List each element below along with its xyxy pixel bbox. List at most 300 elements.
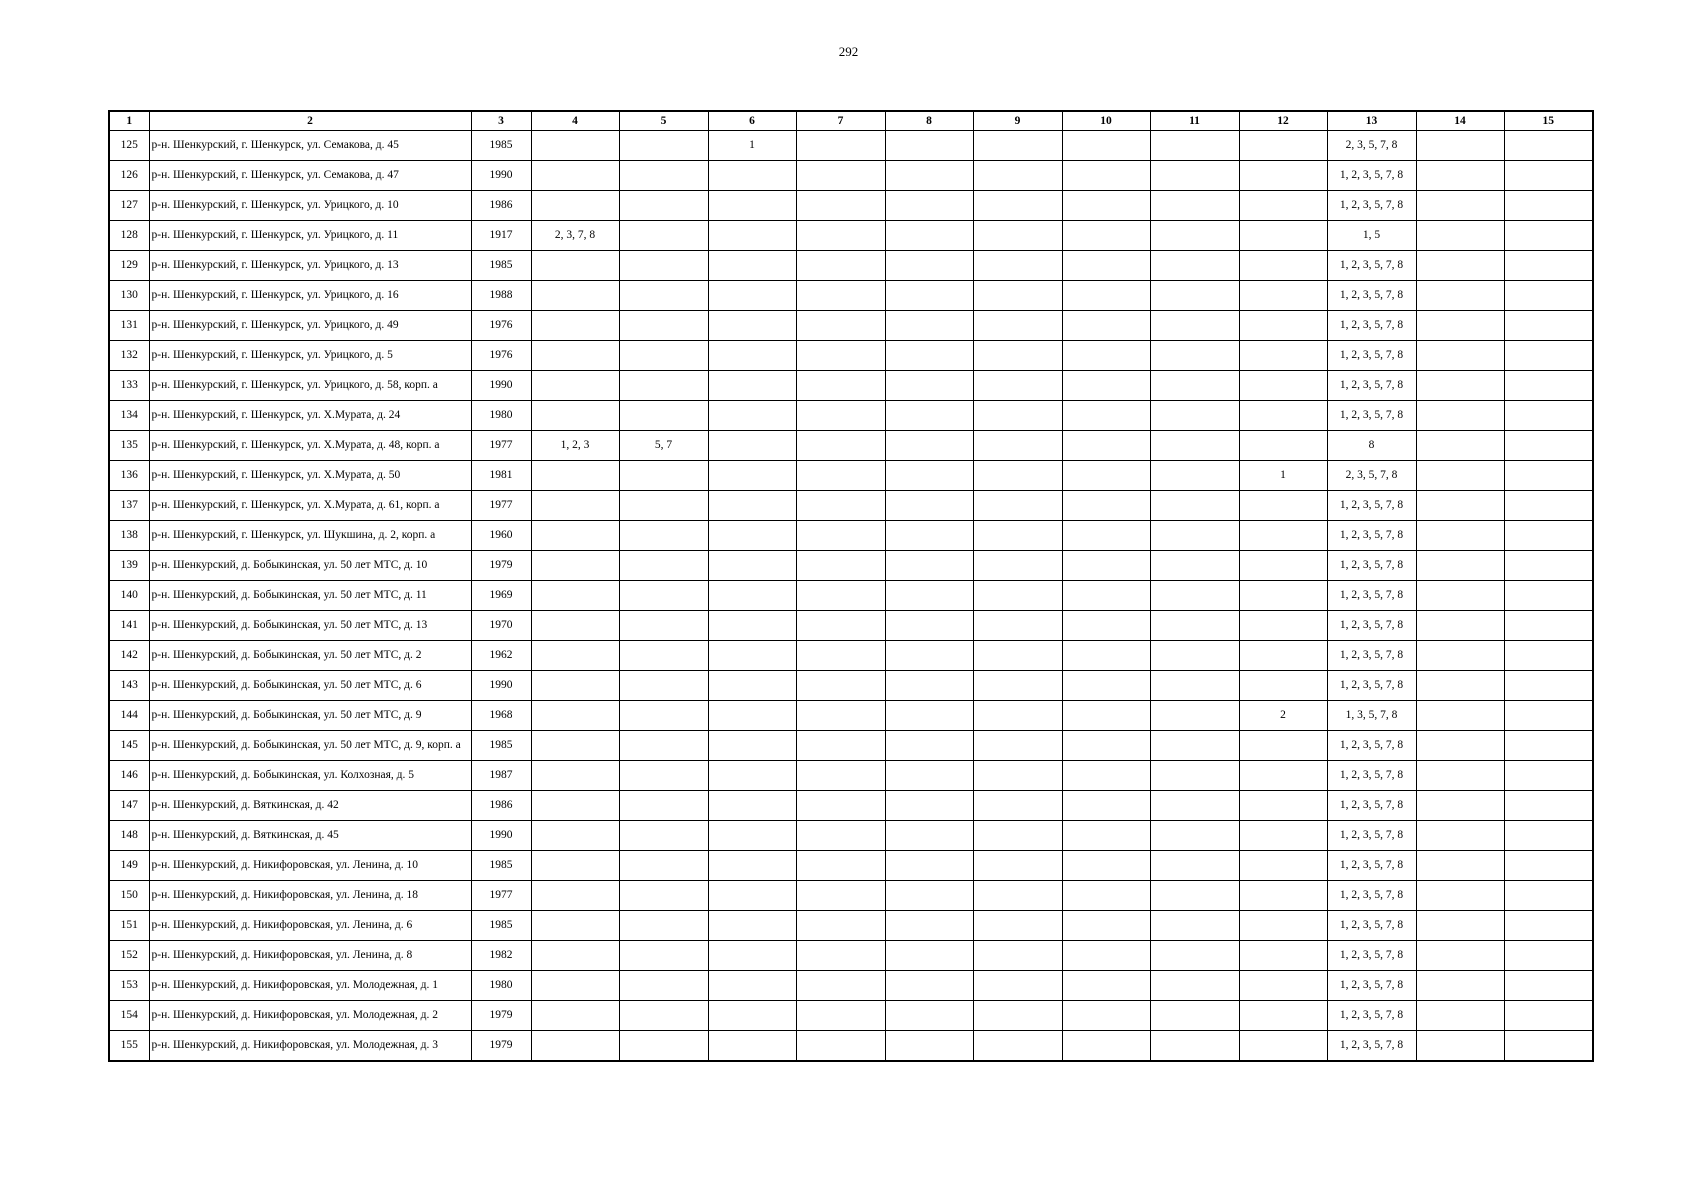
table-cell	[796, 581, 885, 611]
table-cell	[1416, 401, 1504, 431]
table-cell	[1062, 131, 1150, 161]
table-cell	[1150, 251, 1239, 281]
table-cell	[1062, 491, 1150, 521]
table-cell	[531, 671, 619, 701]
table-cell	[1416, 1031, 1504, 1062]
table-cell	[619, 401, 708, 431]
table-cell	[619, 341, 708, 371]
table-cell: 141	[109, 611, 149, 641]
table-cell	[1062, 1001, 1150, 1031]
table-cell	[1504, 851, 1593, 881]
table-cell	[973, 161, 1062, 191]
table-row	[109, 551, 1593, 581]
table-cell	[531, 521, 619, 551]
table-cell	[708, 311, 796, 341]
table-cell: 1, 2, 3, 5, 7, 8	[1327, 401, 1416, 431]
table-cell: 1, 2, 3, 5, 7, 8	[1327, 671, 1416, 701]
table-cell	[973, 911, 1062, 941]
table-cell	[619, 581, 708, 611]
table-cell	[973, 431, 1062, 461]
table-cell	[1150, 971, 1239, 1001]
table-cell	[1504, 341, 1593, 371]
table-cell: 1, 2, 3, 5, 7, 8	[1327, 881, 1416, 911]
table-cell	[973, 281, 1062, 311]
table-cell	[973, 1001, 1062, 1031]
table-row	[109, 941, 1593, 971]
table-cell: 1, 2, 3, 5, 7, 8	[1327, 191, 1416, 221]
table-cell	[973, 641, 1062, 671]
table-cell	[973, 251, 1062, 281]
table-cell	[531, 611, 619, 641]
table-cell	[973, 611, 1062, 641]
table-cell	[708, 251, 796, 281]
table-cell	[1239, 731, 1327, 761]
table-cell: р-н. Шенкурский, г. Шенкурск, ул. Семакова, д. 47	[149, 161, 471, 191]
table-cell: 1, 2, 3, 5, 7, 8	[1327, 581, 1416, 611]
table-cell	[531, 881, 619, 911]
table-cell: 140	[109, 581, 149, 611]
table-cell: р-н. Шенкурский, г. Шенкурск, ул. Х.Мурата, д. 61, корп. а	[149, 491, 471, 521]
table-cell: 1, 2, 3, 5, 7, 8	[1327, 161, 1416, 191]
table-cell	[1062, 251, 1150, 281]
table-cell	[796, 281, 885, 311]
table-cell: 1, 3, 5, 7, 8	[1327, 701, 1416, 731]
table-cell: 1, 2, 3, 5, 7, 8	[1327, 641, 1416, 671]
table-row	[109, 881, 1593, 911]
table-cell	[796, 761, 885, 791]
table-cell	[708, 281, 796, 311]
table-cell: 1, 2, 3, 5, 7, 8	[1327, 281, 1416, 311]
table-cell: 127	[109, 191, 149, 221]
table-cell	[1150, 161, 1239, 191]
table-cell: 1970	[471, 611, 531, 641]
table-cell	[1239, 341, 1327, 371]
table-row	[109, 281, 1593, 311]
table-cell	[1062, 641, 1150, 671]
table-cell	[1416, 1001, 1504, 1031]
table-cell: 1987	[471, 761, 531, 791]
table-cell	[1062, 161, 1150, 191]
table-cell	[1504, 131, 1593, 161]
table-cell	[619, 731, 708, 761]
table-cell: 1985	[471, 851, 531, 881]
table-cell	[1239, 161, 1327, 191]
table-cell	[1416, 641, 1504, 671]
table-cell	[708, 461, 796, 491]
table-cell	[531, 371, 619, 401]
table-row	[109, 911, 1593, 941]
table-cell	[1062, 311, 1150, 341]
table-row	[109, 821, 1593, 851]
table-cell	[1416, 311, 1504, 341]
table-cell: р-н. Шенкурский, г. Шенкурск, ул. Шукшина, д. 2, корп. а	[149, 521, 471, 551]
table-cell	[885, 491, 973, 521]
table-cell	[885, 851, 973, 881]
table-cell	[619, 641, 708, 671]
table-cell	[1239, 821, 1327, 851]
table-cell: 128	[109, 221, 149, 251]
table-cell: 1, 2, 3, 5, 7, 8	[1327, 371, 1416, 401]
table-cell	[619, 221, 708, 251]
table-cell	[796, 941, 885, 971]
table-cell	[708, 491, 796, 521]
table-cell: 1985	[471, 131, 531, 161]
table-cell	[973, 881, 1062, 911]
table-cell	[796, 1031, 885, 1062]
table-cell	[1504, 581, 1593, 611]
table-cell: р-н. Шенкурский, г. Шенкурск, ул. Х.Мурата, д. 48, корп. а	[149, 431, 471, 461]
table-cell: р-н. Шенкурский, г. Шенкурск, ул. Х.Мурата, д. 24	[149, 401, 471, 431]
table-cell: 1980	[471, 401, 531, 431]
table-row	[109, 761, 1593, 791]
table-cell	[531, 731, 619, 761]
table-cell	[1062, 401, 1150, 431]
table-cell	[796, 701, 885, 731]
table-cell	[1504, 191, 1593, 221]
table-cell: 154	[109, 1001, 149, 1031]
table-cell	[1416, 701, 1504, 731]
table-cell	[1239, 851, 1327, 881]
table-cell: 143	[109, 671, 149, 701]
table-cell	[885, 671, 973, 701]
table-cell	[1504, 551, 1593, 581]
table-cell	[619, 1001, 708, 1031]
table-cell	[531, 281, 619, 311]
table-cell	[973, 461, 1062, 491]
table-cell: 1, 2, 3, 5, 7, 8	[1327, 1001, 1416, 1031]
table-cell: р-н. Шенкурский, д. Никифоровская, ул. Молодежная, д. 2	[149, 1001, 471, 1031]
table-cell: 1981	[471, 461, 531, 491]
table-cell: 139	[109, 551, 149, 581]
table-cell: 144	[109, 701, 149, 731]
table-cell	[619, 461, 708, 491]
data-table	[108, 110, 1594, 1062]
column-header-8: 8	[885, 111, 973, 131]
table-cell: 1969	[471, 581, 531, 611]
table-cell	[885, 971, 973, 1001]
table-cell	[1239, 611, 1327, 641]
table-cell	[885, 131, 973, 161]
table-cell: р-н. Шенкурский, д. Никифоровская, ул. Ленина, д. 18	[149, 881, 471, 911]
table-row	[109, 641, 1593, 671]
table-cell	[885, 1001, 973, 1031]
table-cell	[531, 551, 619, 581]
table-cell	[619, 941, 708, 971]
table-cell: 1990	[471, 161, 531, 191]
table-cell	[973, 851, 1062, 881]
table-row	[109, 251, 1593, 281]
table-cell	[708, 341, 796, 371]
table-cell	[531, 131, 619, 161]
table-cell	[531, 1031, 619, 1062]
table-cell: 136	[109, 461, 149, 491]
table-cell: 149	[109, 851, 149, 881]
table-cell	[708, 641, 796, 671]
table-cell: 1	[708, 131, 796, 161]
column-header-1: 1	[109, 111, 149, 131]
table-cell	[1504, 281, 1593, 311]
table-cell: 129	[109, 251, 149, 281]
table-cell	[885, 431, 973, 461]
table-cell	[973, 371, 1062, 401]
table-cell	[531, 761, 619, 791]
table-cell	[1150, 311, 1239, 341]
table-cell	[1062, 1031, 1150, 1062]
table-cell	[1150, 731, 1239, 761]
table-cell	[1150, 191, 1239, 221]
table-cell	[619, 791, 708, 821]
table-cell: р-н. Шенкурский, д. Бобыкинская, ул. Колхозная, д. 5	[149, 761, 471, 791]
table-cell	[1416, 191, 1504, 221]
table-cell	[796, 671, 885, 701]
table-row	[109, 611, 1593, 641]
table-cell	[531, 251, 619, 281]
table-cell	[619, 551, 708, 581]
table-cell	[973, 221, 1062, 251]
table-cell	[1062, 341, 1150, 371]
table-cell	[708, 941, 796, 971]
table-row	[109, 341, 1593, 371]
table-cell	[1239, 491, 1327, 521]
table-cell: 1962	[471, 641, 531, 671]
table-cell	[1150, 371, 1239, 401]
table-row	[109, 371, 1593, 401]
table-cell: 1985	[471, 911, 531, 941]
table-cell	[1416, 521, 1504, 551]
table-cell: 142	[109, 641, 149, 671]
table-row	[109, 791, 1593, 821]
table-cell	[1062, 371, 1150, 401]
table-cell	[708, 1001, 796, 1031]
table-cell: р-н. Шенкурский, г. Шенкурск, ул. Урицкого, д. 11	[149, 221, 471, 251]
table-row	[109, 851, 1593, 881]
table-cell	[1239, 551, 1327, 581]
table-row	[109, 581, 1593, 611]
table-cell: 8	[1327, 431, 1416, 461]
table-cell	[1239, 1031, 1327, 1062]
table-cell: 1977	[471, 491, 531, 521]
table-cell	[531, 491, 619, 521]
table-body	[109, 131, 1593, 1062]
column-header-14: 14	[1416, 111, 1504, 131]
table-cell	[885, 821, 973, 851]
table-cell	[973, 551, 1062, 581]
table-cell	[1062, 761, 1150, 791]
column-header-2: 2	[149, 111, 471, 131]
table-cell	[973, 791, 1062, 821]
table-cell	[1416, 821, 1504, 851]
table-cell	[796, 1001, 885, 1031]
table-cell: 1977	[471, 881, 531, 911]
table-cell: 1, 2, 3, 5, 7, 8	[1327, 341, 1416, 371]
table-cell	[708, 761, 796, 791]
column-header-4: 4	[531, 111, 619, 131]
table-cell	[1062, 791, 1150, 821]
table-cell	[1416, 551, 1504, 581]
table-cell: 1980	[471, 971, 531, 1001]
table-cell	[619, 1031, 708, 1062]
table-cell: 146	[109, 761, 149, 791]
column-header-9: 9	[973, 111, 1062, 131]
table-cell	[1416, 851, 1504, 881]
table-cell	[1504, 941, 1593, 971]
table-cell: 125	[109, 131, 149, 161]
table-cell	[1150, 911, 1239, 941]
table-cell	[885, 641, 973, 671]
table-cell	[796, 131, 885, 161]
table-cell	[885, 311, 973, 341]
table-cell	[1150, 281, 1239, 311]
table-cell: 1, 2, 3, 5, 7, 8	[1327, 491, 1416, 521]
table-cell	[1504, 221, 1593, 251]
table-cell: 1960	[471, 521, 531, 551]
table-cell	[708, 851, 796, 881]
table-cell	[531, 1001, 619, 1031]
table-cell	[708, 611, 796, 641]
table-cell	[1150, 671, 1239, 701]
table-cell	[708, 401, 796, 431]
table-cell	[885, 581, 973, 611]
table-cell: р-н. Шенкурский, д. Бобыкинская, ул. 50 лет МТС, д. 10	[149, 551, 471, 581]
table-cell	[619, 371, 708, 401]
table-cell	[1504, 491, 1593, 521]
table-cell	[973, 761, 1062, 791]
table-cell	[1150, 131, 1239, 161]
table-cell	[1504, 161, 1593, 191]
table-cell	[1239, 881, 1327, 911]
table-row	[109, 131, 1593, 161]
table-row	[109, 521, 1593, 551]
table-cell: 1, 2, 3, 5, 7, 8	[1327, 731, 1416, 761]
table-cell	[619, 281, 708, 311]
table-row	[109, 431, 1593, 461]
table-cell	[1504, 1031, 1593, 1062]
table-cell	[708, 371, 796, 401]
table-cell: 1, 2, 3, 5, 7, 8	[1327, 251, 1416, 281]
table-row	[109, 311, 1593, 341]
table-cell: р-н. Шенкурский, д. Бобыкинская, ул. 50 лет МТС, д. 9	[149, 701, 471, 731]
table-cell	[1062, 941, 1150, 971]
table-cell: р-н. Шенкурский, д. Бобыкинская, ул. 50 лет МТС, д. 9, корп. а	[149, 731, 471, 761]
table-cell: р-н. Шенкурский, д. Бобыкинская, ул. 50 лет МТС, д. 13	[149, 611, 471, 641]
table-cell	[1239, 431, 1327, 461]
table-cell: 1977	[471, 431, 531, 461]
table-cell	[1062, 281, 1150, 311]
table-row	[109, 731, 1593, 761]
table-cell	[1416, 731, 1504, 761]
table-cell	[973, 311, 1062, 341]
table-cell	[1062, 521, 1150, 551]
table-cell	[1150, 1031, 1239, 1062]
table-cell: 1979	[471, 1001, 531, 1031]
table-cell: р-н. Шенкурский, д. Бобыкинская, ул. 50 лет МТС, д. 11	[149, 581, 471, 611]
table-cell	[619, 911, 708, 941]
table-row	[109, 701, 1593, 731]
table-cell	[1062, 191, 1150, 221]
table-cell	[531, 341, 619, 371]
table-cell: 2, 3, 5, 7, 8	[1327, 131, 1416, 161]
table-cell	[1150, 881, 1239, 911]
table-cell	[619, 131, 708, 161]
table-cell	[1150, 521, 1239, 551]
table-cell	[1416, 911, 1504, 941]
table-cell: 145	[109, 731, 149, 761]
table-cell	[1504, 401, 1593, 431]
table-cell	[1062, 581, 1150, 611]
table-cell	[708, 431, 796, 461]
table-cell	[1504, 731, 1593, 761]
column-header-11: 11	[1150, 111, 1239, 131]
table-cell	[1062, 881, 1150, 911]
table-cell	[796, 221, 885, 251]
table-cell	[1504, 611, 1593, 641]
table-cell	[1416, 281, 1504, 311]
table-cell	[1150, 611, 1239, 641]
table-cell	[1150, 221, 1239, 251]
table-cell	[1504, 311, 1593, 341]
table-cell	[885, 911, 973, 941]
table-row	[109, 191, 1593, 221]
table-cell: 1986	[471, 791, 531, 821]
table-cell: 1, 2, 3, 5, 7, 8	[1327, 761, 1416, 791]
table-cell	[973, 521, 1062, 551]
table-cell	[619, 491, 708, 521]
table-cell: 1, 2, 3, 5, 7, 8	[1327, 611, 1416, 641]
table-cell	[708, 731, 796, 761]
table-row	[109, 671, 1593, 701]
table-cell	[885, 461, 973, 491]
table-cell	[1062, 701, 1150, 731]
table-cell: 1985	[471, 731, 531, 761]
table-cell	[531, 971, 619, 1001]
table-row	[109, 491, 1593, 521]
table-cell	[885, 341, 973, 371]
table-cell	[973, 341, 1062, 371]
table-cell	[796, 791, 885, 821]
table-cell	[796, 161, 885, 191]
column-header-7: 7	[796, 111, 885, 131]
table-cell: р-н. Шенкурский, г. Шенкурск, ул. Х.Мурата, д. 50	[149, 461, 471, 491]
table-cell	[885, 701, 973, 731]
table-cell	[1504, 431, 1593, 461]
table-cell	[708, 1031, 796, 1062]
table-cell	[1150, 791, 1239, 821]
table-cell	[1416, 881, 1504, 911]
table-cell	[531, 911, 619, 941]
table-cell	[708, 971, 796, 1001]
table-cell	[531, 311, 619, 341]
table-cell	[1416, 251, 1504, 281]
table-cell	[1504, 671, 1593, 701]
table-cell: 155	[109, 1031, 149, 1062]
table-cell	[885, 401, 973, 431]
table-cell	[1504, 371, 1593, 401]
table-cell	[973, 191, 1062, 221]
table-row	[109, 401, 1593, 431]
table-cell	[531, 821, 619, 851]
table-cell	[885, 251, 973, 281]
column-header-12: 12	[1239, 111, 1327, 131]
table-cell	[531, 941, 619, 971]
table-cell	[708, 581, 796, 611]
table-cell	[1062, 851, 1150, 881]
table-cell	[796, 971, 885, 1001]
table-cell	[1504, 461, 1593, 491]
table-cell: р-н. Шенкурский, д. Никифоровская, ул. Молодежная, д. 3	[149, 1031, 471, 1062]
table-cell: 153	[109, 971, 149, 1001]
table-cell	[1504, 521, 1593, 551]
table-cell	[796, 521, 885, 551]
